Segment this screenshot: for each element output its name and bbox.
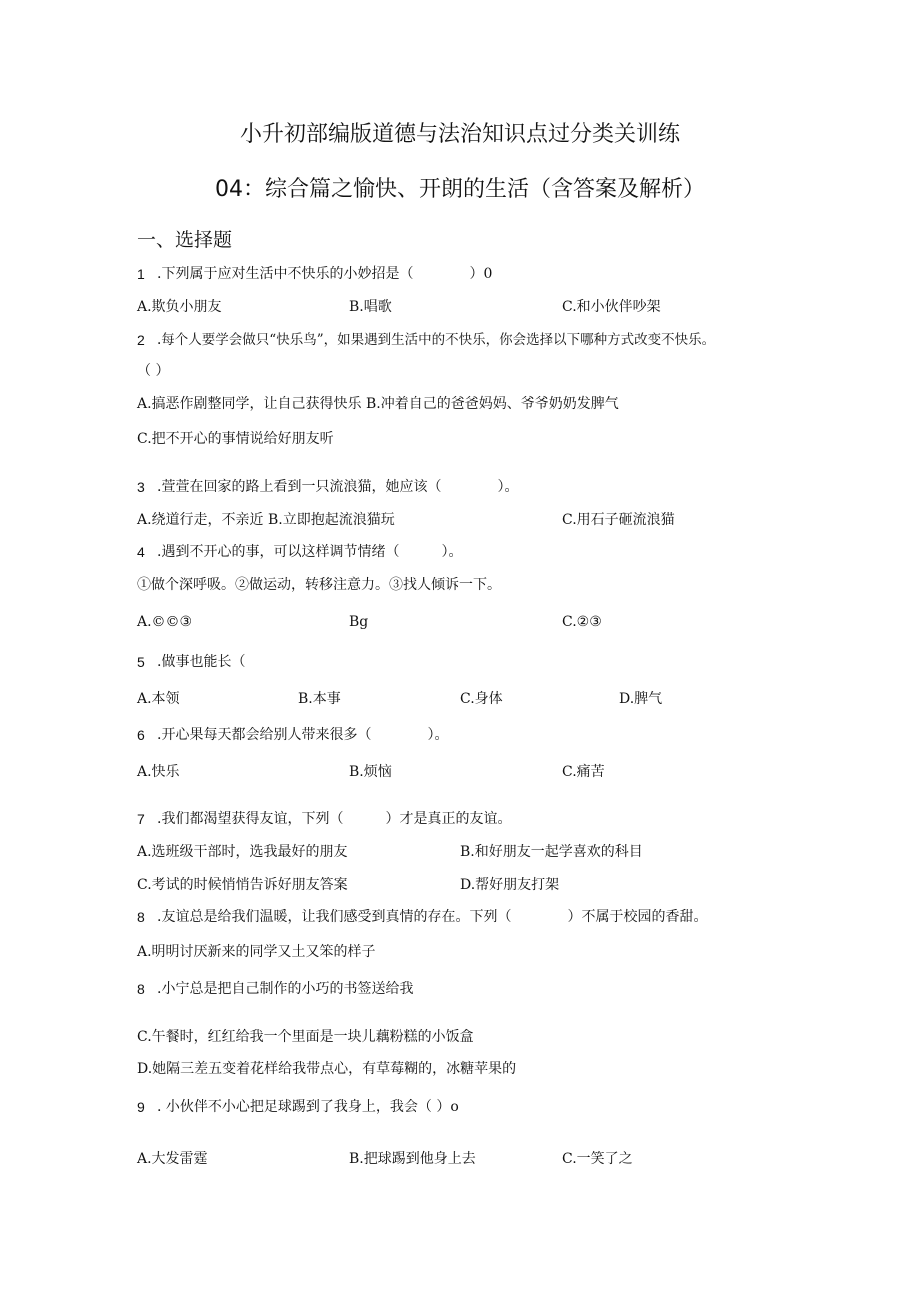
question-2-answer-paren: （ ）: [137, 363, 170, 379]
question-2-option-c: C.把不开心的事情说给好朋友听: [137, 431, 334, 447]
question-5-number: 5: [137, 654, 145, 670]
question-7-option-d: D.帮好朋友打架: [460, 877, 560, 893]
question-6-option-b: B.烦恼: [349, 764, 392, 780]
question-8-option-d: D.她隔三差五变着花样给我带点心，有草莓糊的，冰糖苹果的: [137, 1061, 517, 1077]
question-2-options-ab: A.搞恶作剧整同学，让自己获得快乐 B.冲着自己的爸爸妈妈、爷爷奶奶发脾气: [137, 396, 619, 412]
question-4-number: 4: [137, 544, 145, 560]
question-2-number: 2: [137, 332, 145, 348]
question-6-number: 6: [137, 727, 145, 743]
question-5-option-b: B.本事: [298, 691, 341, 707]
question-3-stem: .萱萱在回家的路上看到一只流浪猫，她应该（ ）。: [157, 479, 519, 495]
question-5-stem: .做事也能长（: [157, 654, 246, 670]
question-1-number: 1: [137, 266, 145, 282]
question-8-stem: .友谊总是给我们温暖，让我们感受到真情的存在。下列（ ）不属于校园的香甜。: [157, 909, 708, 925]
question-5-option-d: D.脾气: [619, 691, 663, 707]
question-7-number: 7: [137, 811, 145, 827]
question-4-option-b: Bg: [349, 614, 369, 630]
question-8-option-b: .小宁总是把自己制作的小巧的书签送给我: [157, 981, 414, 997]
question-1-stem: .下列属于应对生活中不快乐的小妙招是（ ）0: [157, 266, 493, 282]
question-9-option-a: A.大发雷霆: [137, 1151, 208, 1167]
question-2-stem: .每个人要学会做只“快乐鸟”，如果遇到生活中的不快乐，你会选择以下哪种方式改变不快乐。: [157, 332, 716, 348]
question-7-option-b: B.和好朋友一起学喜欢的科目: [460, 844, 643, 860]
question-1-option-b: B.唱歌: [349, 299, 392, 315]
question-9-number: 9: [137, 1099, 145, 1115]
question-5-option-a: A.本领: [137, 691, 180, 707]
question-9-option-b: B.把球踢到他身上去: [349, 1151, 476, 1167]
question-3-options-ab: A.绕道行走，不亲近 B.立即抱起流浪猫玩: [137, 512, 395, 528]
question-9-stem: . 小伙伴不小心把足球踢到了我身上，我会（ ）o: [157, 1099, 459, 1115]
question-7-option-a: A.选班级干部时，选我最好的朋友: [137, 844, 348, 860]
question-4-detail: ①做个深呼吸。②做运动，转移注意力。③找人倾诉一下。: [137, 577, 501, 593]
question-8-number: 8: [137, 909, 145, 925]
page-title: 小升初部编版道德与法治知识点过分类关训练: [239, 122, 680, 147]
question-1-option-c: C.和小伙伴吵架: [562, 299, 661, 315]
question-4-stem: .遇到不开心的事，可以这样调节情绪（ ）。: [157, 544, 463, 560]
question-6-option-a: A.快乐: [137, 764, 180, 780]
question-7-option-c: C.考试的时候悄悄告诉好朋友答案: [137, 877, 348, 893]
question-6-stem: .开心果每天都会给别人带来很多（ ）。: [157, 727, 449, 743]
question-6-option-c: C.痛苦: [562, 764, 605, 780]
question-7-stem: .我们都渴望获得友谊，下列（ ）才是真正的友谊。: [157, 811, 512, 827]
question-9-option-c: C.一笑了之: [562, 1151, 633, 1167]
question-8-option-c: C.午餐时，红红给我一个里面是一块儿藕粉糕的小饭盒: [137, 1029, 474, 1045]
question-8-option-a: A.明明讨厌新来的同学又土又笨的样子: [137, 944, 376, 960]
question-5-option-c: C.身体: [460, 691, 503, 707]
page-subtitle: 04：综合篇之愉快、开朗的生活（含答案及解析）: [215, 177, 705, 202]
question-3-number: 3: [137, 479, 145, 495]
question-8-option-b-number: 8: [137, 981, 145, 997]
question-4-option-c: C.②③: [562, 614, 602, 630]
question-1-option-a: A.欺负小朋友: [137, 299, 222, 315]
section-heading: 一、选择题: [137, 229, 233, 251]
question-3-option-c: C.用石子砸流浪猫: [562, 512, 675, 528]
question-4-option-a: A.©©③: [137, 614, 193, 630]
